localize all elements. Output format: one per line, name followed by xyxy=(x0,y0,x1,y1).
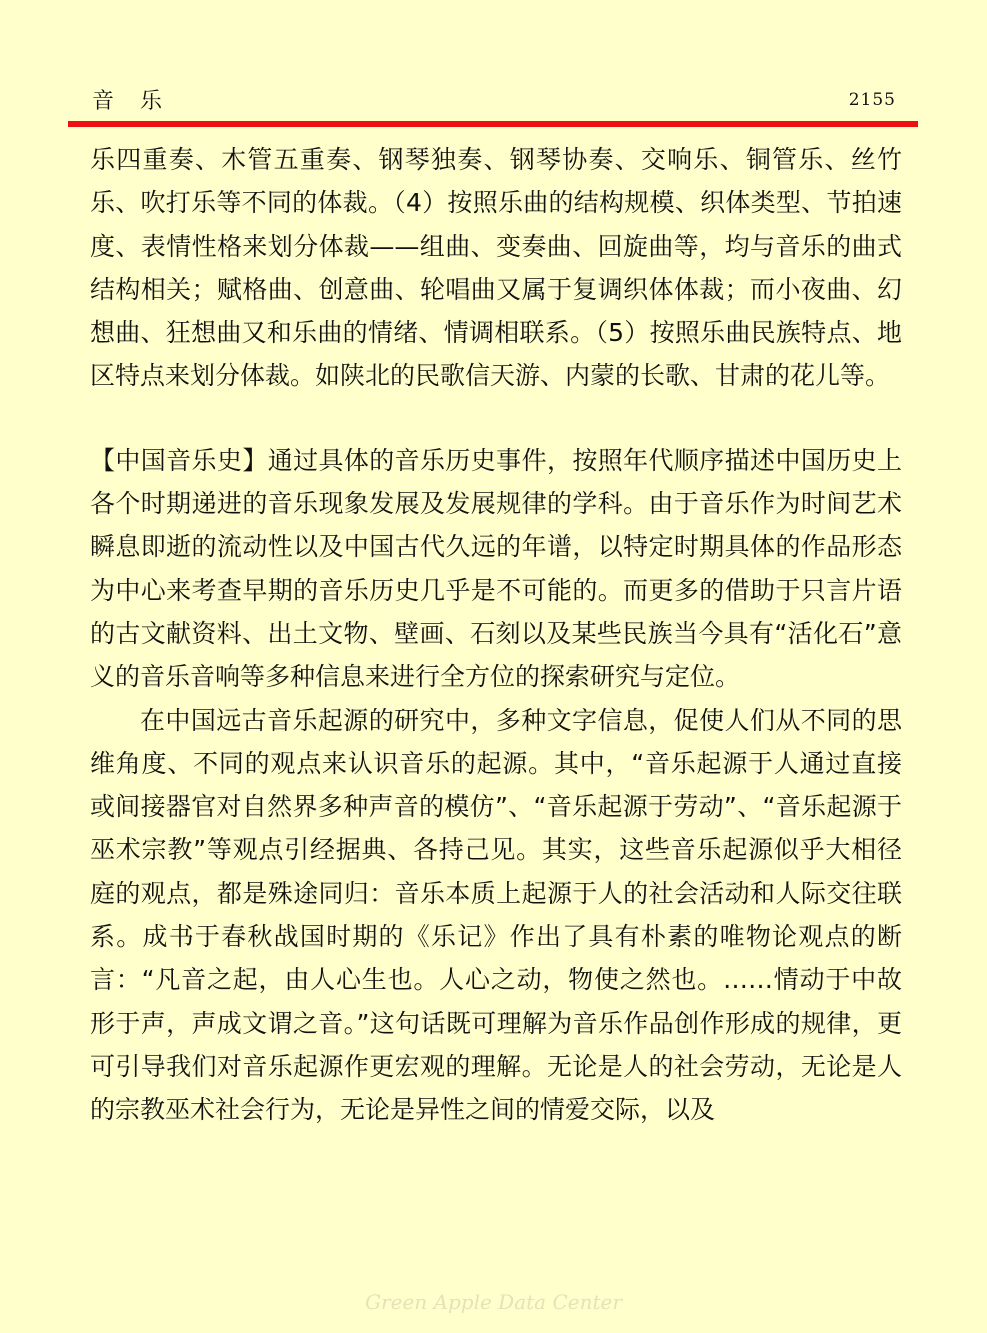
header-rule xyxy=(68,121,918,127)
body-text xyxy=(90,138,902,1132)
page-number: 2155 xyxy=(848,90,896,110)
watermark: Green Apple Data Center xyxy=(365,1290,622,1314)
paragraph-continuation: 乐四重奏、木管五重奏、钢琴独奏、钢琴协奏、交响乐、铜管乐、丝竹乐、吹打乐等不同的体裁。（4）按照乐曲的结构规模、织体类型、节拍速度、表情性格来划分体裁——组曲、变奏曲、回旋曲等，均与音乐的曲式结构相关；赋格曲、创意曲、轮唱曲又属于复调织体体裁；而小夜曲、幻想曲、狂想曲又和乐曲的情绪、情调相联系。（5）按照乐曲民族特点、地区特点来划分体裁。如陕北的民歌信天游、内蒙的长歌、甘肃的花儿等。 xyxy=(90,145,902,391)
paragraph-entry-chinese-music-history: 【中国音乐史】通过具体的音乐历史事件，按照年代顺序描述中国历史上各个时期递进的音乐现象发展及发展规律的学科。由于音乐作为时间艺术瞬息即逝的流动性以及中国古代久远的年谱，以特定时期具体的作品形态为中心来考查早期的音乐历史几乎是不可能的。而更多的借助于只言片语的古文献资料、出土文物、壁画、石刻以及某些民族当今具有“活化石”意义的音乐音响等多种信息来进行全方位的探索研究与定位。 xyxy=(90,445,902,692)
page-header xyxy=(92,84,902,114)
section-title: 音乐 xyxy=(92,89,189,114)
paragraph-music-origin: 在中国远古音乐起源的研究中，多种文字信息，促使人们从不同的思维角度、不同的观点来认识音乐的起源。其中，“音乐起源于人通过直接或间接器官对自然界多种声音的模仿”、“音乐起源于劳动”、“音乐起源于巫术宗教”等观点引经据典、各持己见。其实，这些音乐起源似乎大相径庭的观点，都是殊途同归：音乐本质上起源于人的社会活动和人际交往联系。成书于春秋战国时期的《乐记》作出了具有朴素的唯物论观点的断言：“凡音之起，由人心生也。人心之动，物使之然也。……情动于中故形于声，声成文谓之音。”这句话既可理解为音乐作品创作形成的规律，更可引导我们对音乐起源作更宏观的理解。无论是人的社会劳动，无论是人的宗教巫术社会行为，无论是异性之间的情爱交际，以及 xyxy=(90,705,902,1125)
